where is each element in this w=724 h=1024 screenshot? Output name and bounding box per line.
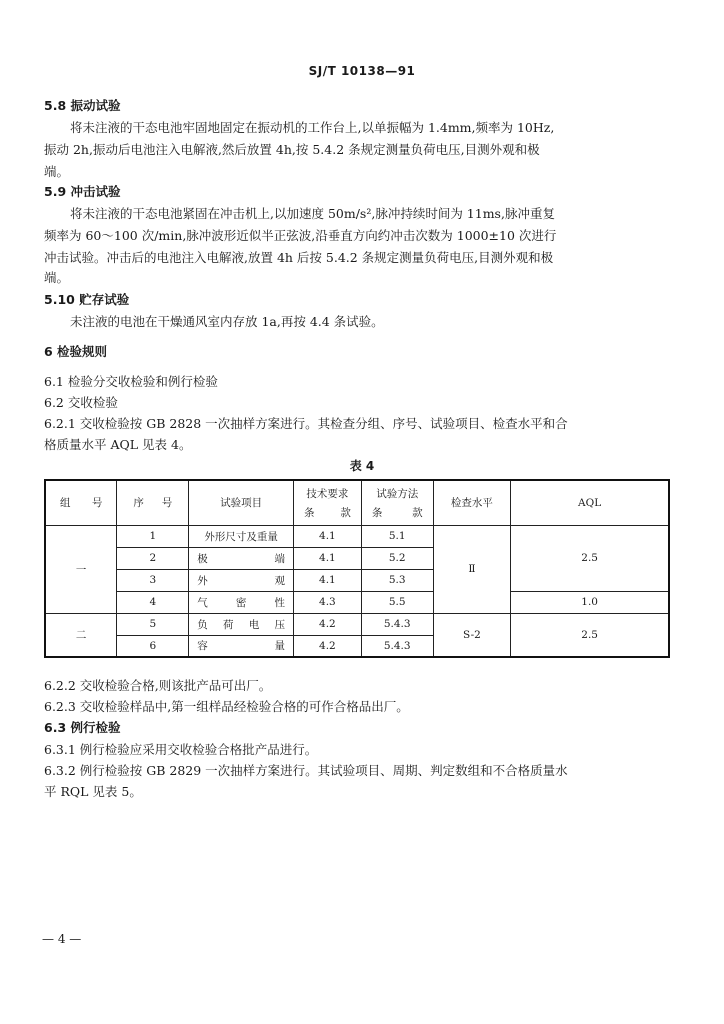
tech-cell: 4.2: [293, 635, 361, 657]
section-6-3-2-line-2: 平 RQL 见表 5。: [44, 784, 142, 799]
seq-cell: 5: [117, 613, 189, 635]
method-cell: 5.1: [361, 525, 433, 547]
section-5-8-line-2: 振动 2h,振动后电池注入电解液,然后放置 4h,按 5.4.2 条规定测量负荷电压,目测外观和极: [44, 142, 540, 157]
table-4-caption: 表 4: [349, 459, 375, 473]
group-2-cell: 二: [45, 613, 117, 657]
item-cell: 气 密 性: [189, 591, 294, 613]
section-6-1: 6.1 检验分交收检验和例行检验: [44, 374, 218, 389]
header-item: 试验项目: [189, 480, 294, 525]
section-5-10-title: 5.10 贮存试验: [44, 292, 130, 307]
table-header-row: [45, 480, 669, 525]
section-5-9-line-1: 将未注液的干态电池紧固在冲击机上,以加速度 50m/s²,脉冲持续时间为 11ms,脉冲重复: [70, 206, 555, 221]
aql-group-1b: 1.0: [511, 591, 669, 613]
header-level: 检查水平: [433, 480, 511, 525]
item-cell: 外 观: [189, 569, 294, 591]
header-tech: 技术要求 条 款: [293, 480, 361, 525]
section-5-8-line-1: 将未注液的干态电池牢固地固定在振动机的工作台上,以单振幅为 1.4mm,频率为 10Hz,: [70, 120, 555, 135]
table-4: [44, 479, 670, 658]
section-6-3: 6.3 例行检验: [44, 720, 121, 735]
tech-cell: 4.1: [293, 547, 361, 569]
method-cell: 5.5: [361, 591, 433, 613]
tech-cell: 4.1: [293, 569, 361, 591]
tech-cell: 4.3: [293, 591, 361, 613]
method-cell: 5.2: [361, 547, 433, 569]
section-5-9-line-2: 频率为 60～100 次/min,脉冲波形近似半正弦波,沿垂直方向约冲击次数为 1000±10 次进行: [44, 228, 557, 243]
tech-cell: 4.2: [293, 613, 361, 635]
group-1-cell: 一: [45, 525, 117, 613]
page-header: SJ/T 10138—91: [308, 64, 416, 78]
section-6-2: 6.2 交收检验: [44, 395, 118, 410]
item-cell: 负 荷 电 压: [189, 613, 294, 635]
section-5-9-line-4: 端。: [44, 270, 70, 285]
table-row: [45, 613, 669, 635]
header-aql: AQL: [511, 480, 669, 525]
section-6-2-3: 6.2.3 交收检验样品中,第一组样品经检验合格的可作合格品出厂。: [44, 699, 409, 714]
item-cell: 外形尺寸及重量: [189, 525, 294, 547]
method-cell: 5.4.3: [361, 635, 433, 657]
section-5-10-line-1: 未注液的电池在干燥通风室内存放 1a,再按 4.4 条试验。: [70, 314, 384, 329]
table-row: [45, 591, 669, 613]
seq-cell: 3: [117, 569, 189, 591]
section-6-2-2: 6.2.2 交收检验合格,则该批产品可出厂。: [44, 678, 272, 693]
section-6-2-1-line-1: 6.2.1 交收检验按 GB 2828 一次抽样方案进行。其检查分组、序号、试验项目、检查水平和合: [44, 416, 568, 431]
tech-cell: 4.1: [293, 525, 361, 547]
level-group-2: S-2: [433, 613, 511, 657]
seq-cell: 6: [117, 635, 189, 657]
section-5-9-line-3: 冲击试验。冲击后的电池注入电解液,放置 4h 后按 5.4.2 条规定测量负荷电压,目测外观和极: [44, 250, 554, 265]
page-number: — 4 —: [42, 932, 82, 946]
aql-group-2: 2.5: [511, 613, 669, 657]
section-5-9-title: 5.9 冲击试验: [44, 184, 121, 199]
aql-group-1a: 2.5: [511, 525, 669, 591]
section-6-title: 6 检验规则: [44, 344, 108, 359]
section-6-3-1: 6.3.1 例行检验应采用交收检验合格批产品进行。: [44, 742, 318, 757]
section-6-3-2-line-1: 6.3.2 例行检验按 GB 2829 一次抽样方案进行。其试验项目、周期、判定数组和不合格质量水: [44, 763, 568, 778]
method-cell: 5.4.3: [361, 613, 433, 635]
method-cell: 5.3: [361, 569, 433, 591]
header-seq: 序 号: [117, 480, 189, 525]
item-cell: 容 量: [189, 635, 294, 657]
seq-cell: 2: [117, 547, 189, 569]
section-6-2-1-line-2: 格质量水平 AQL 见表 4。: [44, 437, 192, 452]
table-row: [45, 525, 669, 547]
section-5-8-title: 5.8 振动试验: [44, 98, 121, 113]
seq-cell: 4: [117, 591, 189, 613]
header-group: 组 号: [45, 480, 117, 525]
header-method: 试验方法 条 款: [361, 480, 433, 525]
item-cell: 极 端: [189, 547, 294, 569]
seq-cell: 1: [117, 525, 189, 547]
level-group-1: Ⅱ: [433, 525, 511, 613]
section-5-8-line-3: 端。: [44, 164, 70, 179]
